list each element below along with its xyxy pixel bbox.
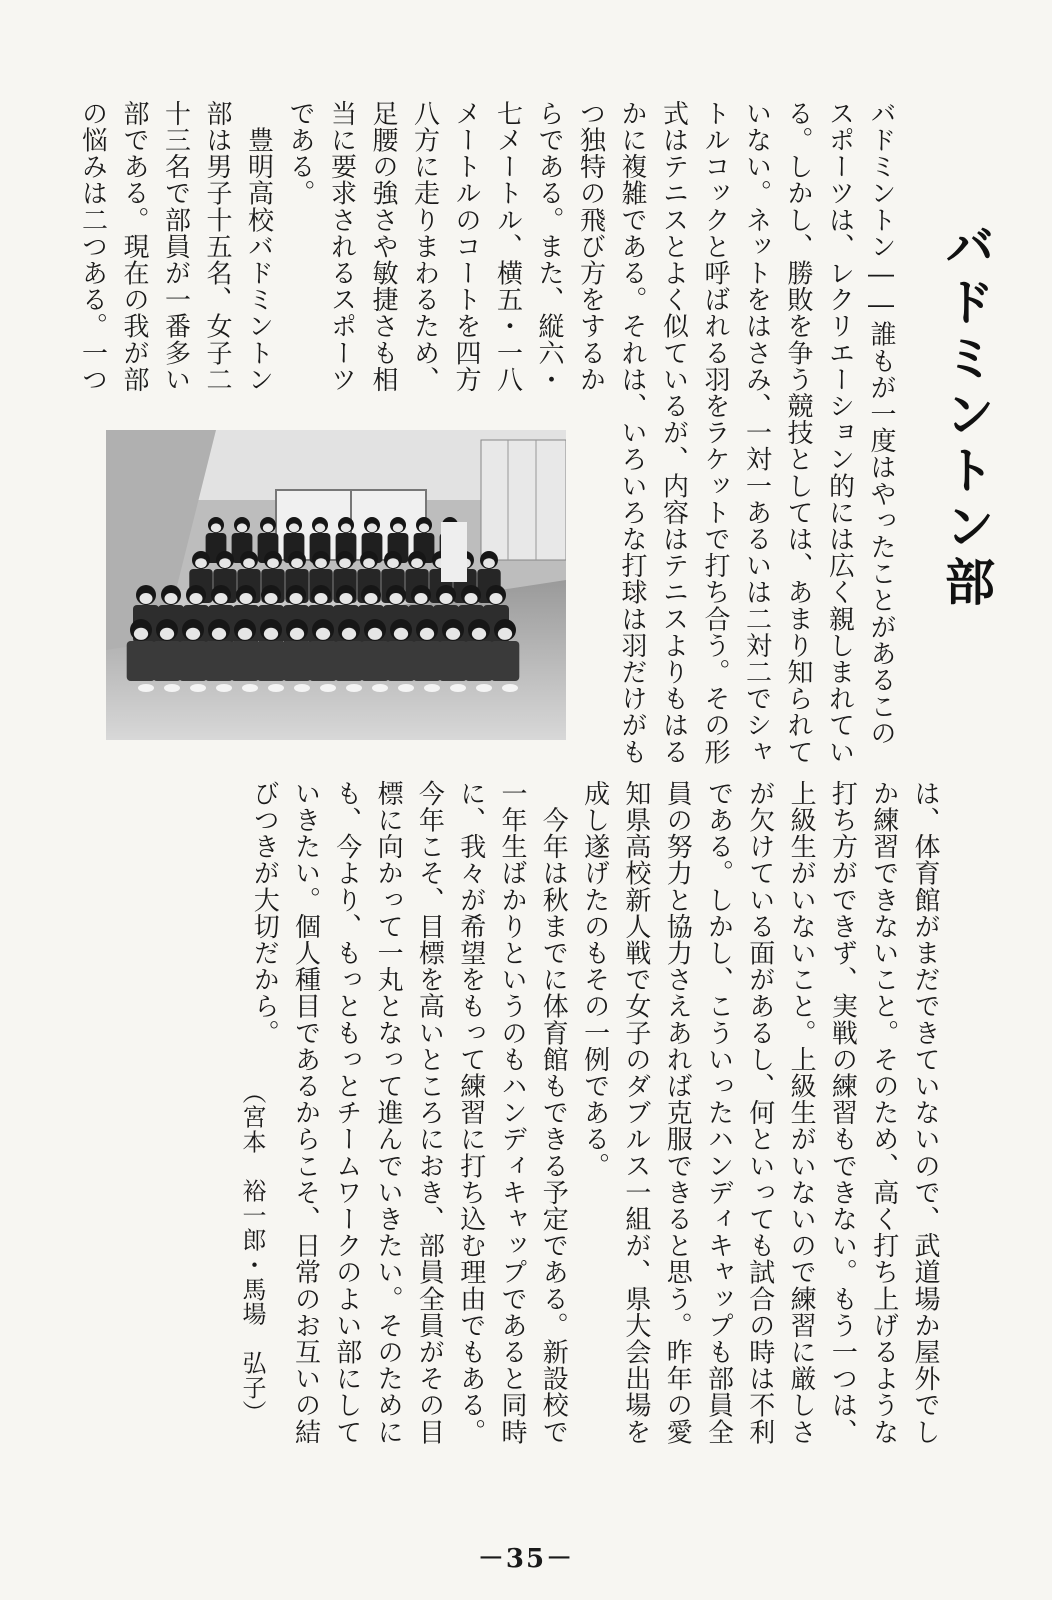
text-column: いない。ネットをはさみ、一対一あるいは二対二でシャ (741, 100, 772, 765)
text-column: 豊明高校バドミントン (243, 100, 274, 393)
person-face (243, 558, 255, 568)
person-face (394, 628, 408, 640)
person-face (291, 558, 303, 568)
person-body (387, 641, 416, 681)
person-face (339, 558, 351, 568)
text-column: 打ち方ができず、実戦の練習もできない。もう一つは、 (827, 780, 858, 1445)
shoe (346, 684, 362, 692)
shoe (450, 684, 466, 692)
text-column: は、体育館がまだできていないので、武道場か屋外でし (910, 780, 940, 1445)
text-column: バドミントン――誰もが一度はやったことがあるこの (866, 100, 896, 747)
person-face (483, 558, 495, 568)
text-column: 八方に走りまわるため、 (409, 100, 440, 393)
person-face (367, 523, 377, 532)
person-body (335, 641, 364, 681)
person-face (240, 593, 253, 604)
text-column: 今年こそ、目標を高いところにおき、部員全員がその目 (414, 780, 445, 1445)
person-face (215, 593, 228, 604)
person-face (134, 628, 148, 640)
person-body (257, 641, 286, 681)
person-face (160, 628, 174, 640)
person-body (283, 641, 312, 681)
text-column: に、我々が希望をもって練習に打ち込む理由でもある。 (455, 780, 486, 1445)
person-face (211, 523, 221, 532)
person-face (420, 628, 434, 640)
person-face (393, 523, 403, 532)
person-face (265, 593, 278, 604)
text-column: 七メートル、横五・一八 (492, 100, 523, 393)
text-column: か練習できないこと。そのため、高く打ち上げるような (868, 780, 899, 1445)
text-column: メートルのコートを四方 (451, 100, 481, 393)
text-column: 足腰の強さや敏捷さも相 (368, 100, 398, 393)
article-title: バドミントン部 (937, 220, 996, 612)
text-column: 標に向かって一丸となって進んでいきたい。そのために (373, 780, 404, 1445)
person-face (490, 593, 503, 604)
person-face (340, 593, 353, 604)
text-column: 成し遂げたのもその一例である。 (579, 780, 610, 1179)
person-face (140, 593, 153, 604)
person-face (290, 628, 304, 640)
person-face (165, 593, 178, 604)
person-face (363, 558, 375, 568)
person-face (237, 523, 247, 532)
person-face (195, 558, 207, 568)
person-face (341, 523, 351, 532)
person-body (231, 641, 260, 681)
person-face (440, 593, 453, 604)
person-face (419, 523, 429, 532)
person-face (315, 558, 327, 568)
text-column: が欠けている面があるし、何といっても試合の時は不利 (744, 780, 775, 1445)
person-face (465, 593, 478, 604)
text-column: 当に要求されるスポーツ (326, 100, 357, 393)
person-face (316, 628, 330, 640)
text-column: 部は男子十五名、女子二 (202, 100, 232, 393)
person-body (413, 641, 442, 681)
person-face (472, 628, 486, 640)
text-column: 員の努力と協力さえあれば克服できると思う。昨年の愛 (662, 780, 693, 1445)
person-body (439, 641, 468, 681)
text-column: 知県高校新人戦で女子のダブルス一組が、県大会出場を (620, 780, 651, 1445)
text-column: も、今より、もっともっとチームワークのよい部にして (331, 780, 362, 1445)
team-photo (106, 430, 566, 740)
page-number: －35－ (477, 1544, 575, 1574)
shoe (372, 684, 388, 692)
shoe (424, 684, 440, 692)
person-face (342, 628, 356, 640)
shoe (502, 684, 518, 692)
text-column: らである。また、縦六・ (534, 100, 564, 393)
text-column: 上級生がいないこと。上級生がいないので練習に厳しさ (786, 780, 817, 1445)
person-face (415, 593, 428, 604)
person-face (446, 628, 460, 640)
text-column: かに複雑である。それは、いろいろな打球は羽だけがも (617, 100, 647, 765)
person-body (179, 641, 208, 681)
text-column: 部である。現在の我が部 (119, 100, 149, 393)
shoe (476, 684, 492, 692)
text-column: である。しかし、こういったハンディキャップも部員全 (703, 780, 734, 1445)
person-body (309, 641, 338, 681)
team-photo-image (106, 430, 566, 740)
shoe (242, 684, 258, 692)
person-face (390, 593, 403, 604)
text-column: である。 (285, 100, 315, 207)
person-face (190, 593, 203, 604)
text-column: 式はテニスとよく似ているが、内容はテニスよりもはる (658, 100, 689, 765)
person-face (368, 628, 382, 640)
text-column: 一年生ばかりというのもハンディキャップであると同時 (497, 780, 527, 1445)
shoe (398, 684, 414, 692)
shoe (294, 684, 310, 692)
text-column: びつきが大切だから。 (249, 780, 280, 1046)
person-face (186, 628, 200, 640)
person-face (267, 558, 279, 568)
person-face (219, 558, 231, 568)
person-face (387, 558, 399, 568)
text-column: いきたい。個人種目であるからこそ、日常のお互いの結 (290, 780, 321, 1445)
person-body (361, 641, 390, 681)
text-column: スポーツは、レクリエーション的には広く親しまれてい (824, 100, 855, 765)
person-face (289, 523, 299, 532)
person-body (153, 641, 182, 681)
shoe (164, 684, 180, 692)
shoe (320, 684, 336, 692)
text-column: 十三名で部員が一番多い (160, 100, 191, 393)
text-column: る。しかし、勝敗を争う競技としては、あまり知られて (783, 100, 813, 765)
person-body (491, 641, 520, 681)
person-body (127, 641, 156, 681)
person-face (264, 628, 278, 640)
person-face (290, 593, 303, 604)
person-face (238, 628, 252, 640)
shoe (268, 684, 284, 692)
text-column: つ独特の飛び方をするか (575, 100, 606, 393)
text-column: の悩みは二つある。一つ (77, 100, 108, 393)
author-credit: （宮本 裕一郎・馬場 弘子） (238, 1080, 266, 1425)
text-column: 今年は秋までに体育館もできる予定である。新設校で (538, 780, 569, 1445)
shoe (216, 684, 232, 692)
person-face (411, 558, 423, 568)
person-face (315, 593, 328, 604)
coach-figure (441, 522, 467, 582)
shoe (138, 684, 154, 692)
person-face (315, 523, 325, 532)
person-body (205, 641, 234, 681)
person-face (263, 523, 273, 532)
person-face (365, 593, 378, 604)
shoe (190, 684, 206, 692)
text-column: トルコックと呼ばれる羽をラケットで打ち合う。その形 (700, 100, 730, 765)
person-face (498, 628, 512, 640)
person-body (465, 641, 494, 681)
person-face (212, 628, 226, 640)
